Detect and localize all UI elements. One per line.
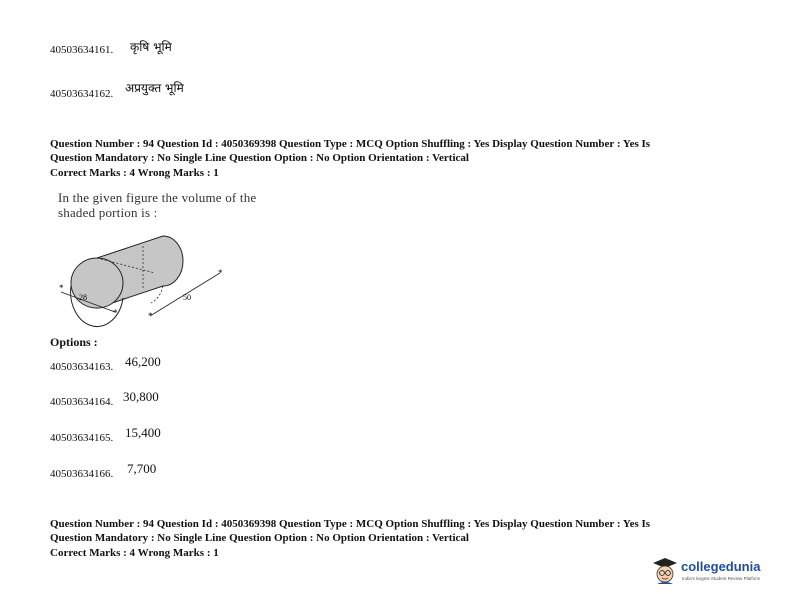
svg-text:*: * <box>218 268 223 278</box>
option-value-c: 15,400 <box>125 425 161 440</box>
logo-tagline: India's largest Student Review Platform <box>682 576 761 581</box>
svg-text:*: * <box>148 311 153 321</box>
option-id-40503634161: 40503634161. <box>50 44 114 56</box>
next-question-meta <box>50 517 750 560</box>
svg-text:*: * <box>59 283 64 293</box>
next-question-marks: Correct Marks : 4 Wrong Marks : 1 <box>50 547 219 559</box>
question-marks: Correct Marks : 4 Wrong Marks : 1 <box>50 167 219 179</box>
question-meta-line-2: Question Mandatory : No Single Line Question Option : No Option Orientation : Vertical <box>50 152 469 164</box>
option-text-unused-land: अप्रयुक्त भूमि <box>125 81 184 95</box>
next-question-meta-line-1: Question Number : 94 Question Id : 4050369398 Question Type : MCQ Option Shuffling : Yes Display Question Number : Yes Is <box>50 518 651 530</box>
half-cylinder-figure <box>55 228 235 328</box>
option-value-a: 46,200 <box>125 354 161 369</box>
option-text-agricultural-land: कृषि भूमि <box>130 40 172 54</box>
question-meta-line-1: Question Number : 94 Question Id : 4050369398 Question Type : MCQ Option Shuffling : Yes Display Question Number : Yes Is <box>50 138 651 150</box>
diameter-label: 28 <box>79 293 87 302</box>
question-meta <box>50 137 750 180</box>
option-id-40503634163: 40503634163. <box>50 361 114 373</box>
next-question-meta-line-2: Question Mandatory : No Single Line Question Option : No Option Orientation : Vertical <box>50 532 469 544</box>
option-id-40503634162: 40503634162. <box>50 88 114 100</box>
option-id-40503634166: 40503634166. <box>50 468 114 480</box>
option-value-b: 30,800 <box>123 389 159 404</box>
graduate-avatar-icon <box>652 556 678 586</box>
logo-brand: collegedunia <box>681 559 761 574</box>
question-text-line-1: In the given figure the volume of the <box>58 190 257 205</box>
svg-text:*: * <box>113 308 118 318</box>
length-label: 50 <box>183 293 191 302</box>
question-text-line-2: shaded portion is : <box>58 205 158 220</box>
question-text <box>58 190 256 220</box>
option-id-40503634165: 40503634165. <box>50 432 114 444</box>
options-label: Options : <box>50 335 98 349</box>
collegedunia-logo <box>652 554 782 590</box>
option-value-d: 7,700 <box>127 461 157 476</box>
option-id-40503634164: 40503634164. <box>50 396 114 408</box>
